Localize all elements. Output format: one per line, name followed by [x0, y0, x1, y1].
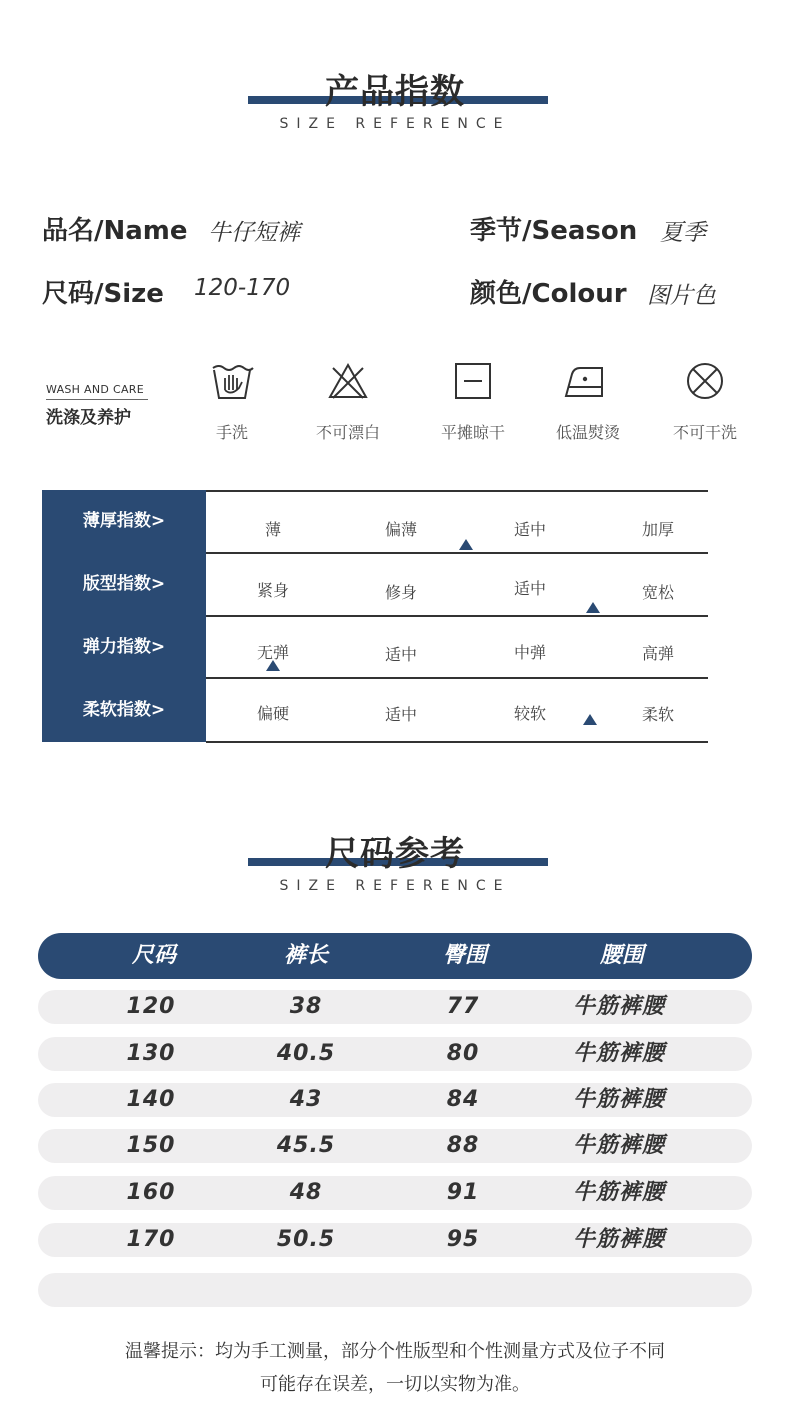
care-label: 平摊晾干: [440, 423, 505, 442]
table-row: [38, 1176, 752, 1210]
column-header: 腰围: [599, 943, 644, 968]
season-value: 夏季: [660, 220, 706, 246]
waist-cell: 牛筋裤腰: [572, 994, 665, 1019]
index-option: 修身: [384, 583, 417, 602]
name-label: 品名/Name: [42, 216, 188, 246]
hip-cell: 88: [446, 1133, 480, 1158]
care-item-no-bleach: [298, 360, 398, 443]
waist-cell: 牛筋裤腰: [572, 1041, 665, 1066]
section-subtitle: SIZE REFERENCE: [279, 878, 511, 894]
waist-cell: 牛筋裤腰: [572, 1133, 665, 1158]
index-option: 适中: [513, 520, 546, 539]
index-option: 加厚: [641, 520, 674, 539]
index-option: 适中: [384, 645, 417, 664]
length-cell: 38: [289, 994, 323, 1019]
length-cell: 40.5: [276, 1041, 336, 1066]
waist-cell: 牛筋裤腰: [572, 1227, 665, 1252]
size-table-header: [38, 933, 752, 979]
length-cell: 45.5: [276, 1133, 336, 1158]
length-cell: 50.5: [276, 1227, 336, 1252]
hip-cell: 84: [446, 1087, 480, 1112]
index-option: 偏薄: [384, 520, 417, 539]
size-cell: 130: [126, 1041, 176, 1066]
dry-flat-icon: [450, 360, 496, 402]
care-item-no-dry-clean: [655, 360, 755, 443]
care-label: 不可干洗: [672, 423, 737, 442]
index-option: 适中: [513, 579, 546, 598]
index-option: 紧身: [256, 581, 289, 600]
table-row: [38, 1223, 752, 1257]
table-row: [38, 1037, 752, 1071]
index-option: 宽松: [641, 583, 674, 602]
note-line-2: 可能存在误差，一切以实物为准。: [260, 1374, 530, 1395]
product-index-header: [0, 60, 790, 140]
hip-cell: 80: [446, 1041, 480, 1066]
product-index-table: [42, 490, 708, 742]
care-label: 低温熨烫: [555, 423, 620, 442]
section-title: 产品指数: [325, 72, 465, 112]
care-heading-cn: 洗涤及养护: [46, 408, 131, 428]
index-marker-triangle: [266, 660, 280, 671]
size-cell: 140: [126, 1087, 176, 1112]
size-reference-header: [0, 822, 790, 902]
index-row-elasticity: [42, 616, 708, 679]
care-label: 不可漂白: [315, 423, 380, 442]
hip-cell: 77: [446, 994, 480, 1019]
size-label: 尺码/Size: [42, 279, 164, 309]
color-label: 颜色/Colour: [470, 279, 627, 309]
column-header: 裤长: [283, 943, 328, 968]
index-marker-triangle: [586, 602, 600, 613]
index-option: 柔软: [641, 705, 674, 724]
column-header: 尺码: [131, 943, 176, 968]
index-row-fit: [42, 553, 708, 616]
name-value: 牛仔短裤: [208, 220, 300, 246]
low-iron-icon: [562, 360, 614, 402]
index-option: 薄: [264, 520, 281, 539]
length-cell: 48: [289, 1180, 323, 1205]
season-label: 季节/Season: [470, 216, 638, 246]
index-row-name: 版型指数>: [82, 574, 166, 594]
index-option: 偏硬: [256, 704, 289, 723]
no-bleach-icon: [325, 360, 371, 402]
index-option: 较软: [513, 704, 546, 723]
table-row-empty: [38, 1273, 752, 1307]
table-row: [38, 1083, 752, 1117]
index-row-line: [206, 741, 708, 743]
index-marker-triangle: [459, 539, 473, 550]
hip-cell: 95: [446, 1227, 480, 1252]
size-cell: 150: [126, 1133, 176, 1158]
index-option: 无弹: [256, 643, 289, 662]
care-item-hand-wash: [182, 360, 282, 443]
hand-wash-icon: [209, 360, 255, 402]
index-marker-triangle: [583, 714, 597, 725]
index-option: 适中: [384, 705, 417, 724]
care-heading-divider: [46, 399, 148, 400]
index-row-thickness: [42, 490, 708, 553]
index-row-name: 薄厚指数>: [82, 511, 166, 531]
column-header: 臀围: [442, 943, 487, 968]
index-option: 高弹: [641, 644, 674, 663]
size-cell: 160: [126, 1180, 176, 1205]
index-row-name: 弹力指数>: [82, 637, 166, 657]
care-heading-en: WASH AND CARE: [46, 383, 144, 396]
no-dry-clean-icon: [682, 360, 728, 402]
length-cell: 43: [289, 1087, 323, 1112]
color-value: 图片色: [647, 283, 716, 309]
care-item-dry-flat: [423, 360, 523, 443]
care-item-low-iron: [538, 360, 638, 443]
section-subtitle: SIZE REFERENCE: [279, 116, 511, 132]
waist-cell: 牛筋裤腰: [572, 1087, 665, 1112]
index-row-name: 柔软指数>: [82, 700, 166, 720]
hip-cell: 91: [446, 1180, 480, 1205]
size-value: 120-170: [194, 275, 291, 301]
size-cell: 170: [126, 1227, 176, 1252]
section-title: 尺码参考: [325, 834, 465, 874]
index-row-softness: [42, 679, 708, 742]
note-line-1: 温馨提示：均为手工测量，部分个性版型和个性测量方式及位子不同: [125, 1341, 665, 1362]
waist-cell: 牛筋裤腰: [572, 1180, 665, 1205]
care-label: 手洗: [215, 423, 248, 442]
index-option: 中弹: [513, 643, 546, 662]
table-row: [38, 990, 752, 1024]
table-row: [38, 1129, 752, 1163]
size-cell: 120: [126, 994, 176, 1019]
